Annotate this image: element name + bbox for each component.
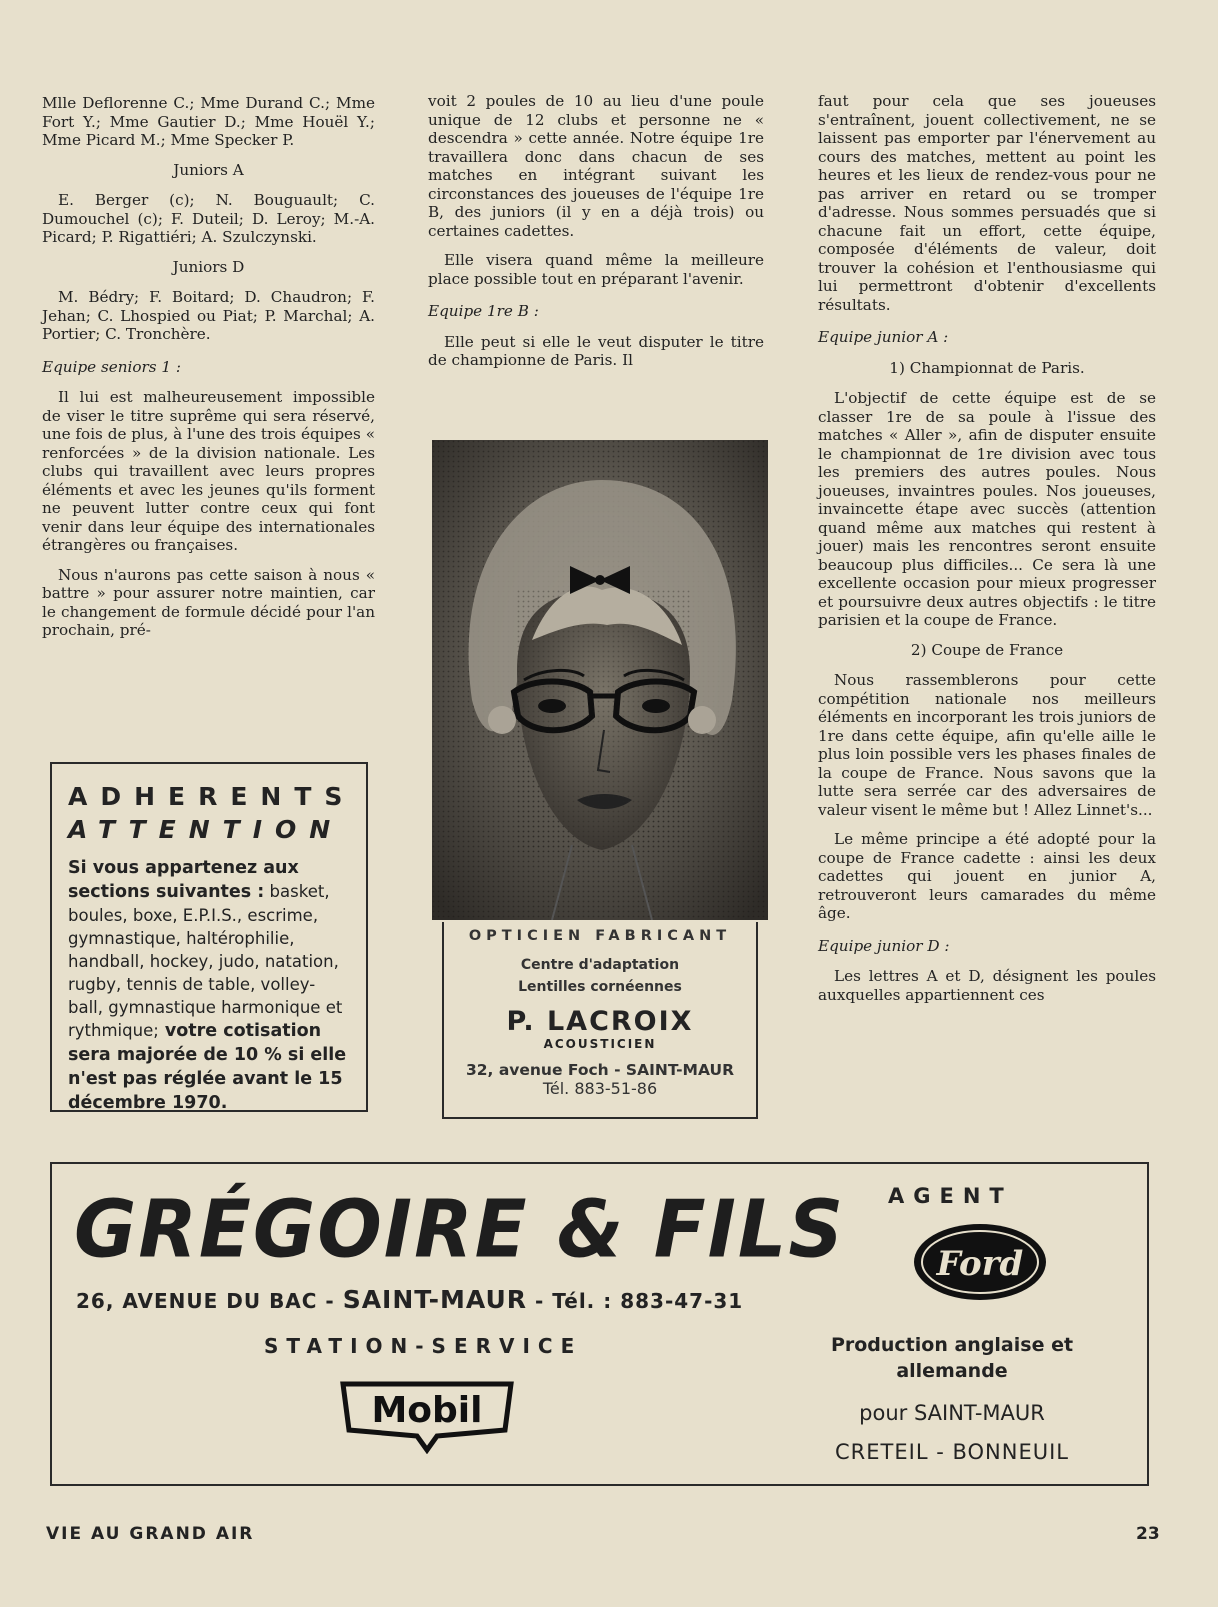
seniors-paragraph-2: Nous n'aurons pas cette saison à nous « battre » pour assurer notre maintien, car le changement de formule décidé pour l'an prochain, pré-: [42, 565, 375, 639]
adherents-title: ADHERENTS: [68, 782, 356, 811]
agent-label: AGENT: [888, 1184, 1013, 1208]
optician-name: P. LACROIX: [506, 1006, 694, 1037]
optician-service-1: Centre d'adaptation: [520, 957, 680, 973]
adherents-warning: votre cotisation sera majorée de 10 % si elle n'est pas réglée avant le 15 décembre 1970.: [68, 1021, 347, 1113]
optician-ad: [442, 922, 758, 1119]
mobil-logo-text: Mobil: [371, 1390, 483, 1431]
column-3: [818, 92, 1156, 1015]
equipe-1b-heading: Equipe 1re B :: [428, 302, 539, 320]
column-1: [42, 94, 375, 651]
optician-header: OPTICIEN FABRICANT: [468, 928, 732, 944]
championnat-subheading: 1) Championnat de Paris.: [889, 358, 1085, 377]
optician-illustration: [432, 440, 768, 920]
publication-name: VIE AU GRAND AIR: [46, 1524, 255, 1544]
station-service-label: STATION-SERVICE: [264, 1334, 583, 1358]
optician-service-2: Lentilles cornéennes: [518, 979, 682, 995]
gregoire-city: SAINT-MAUR: [342, 1285, 528, 1314]
ford-logo-text: Ford: [936, 1244, 1024, 1284]
gregoire-ad: [50, 1162, 1149, 1486]
column-2: [428, 92, 764, 381]
col3-paragraph-5: Les lettres A et D, désignent les poules auxquelles appartiennent ces: [818, 967, 1156, 1004]
coupe-subheading: 2) Coupe de France: [910, 640, 1064, 659]
col2-paragraph-1: voit 2 poules de 10 au lieu d'une poule unique de 12 clubs et personne ne « descendra » cette année. Notre équipe 1re travaillera donc dans chacun de ses matches en intégrant suivant les circonstances des joueuses de l'équipe 1re B, des juniors (il y en a déjà trois) ou certaines cadettes.: [428, 92, 764, 240]
col3-paragraph-1: faut pour cela que ses joueuses s'entraînent, jouent collectivement, ne se laissent pas emporter par l'énervement au cours des matches, mettent au point les heures et les lieux de rendez-vous pour ne pas arriver en retard ou se tromper d'adresse. Nous sommes persuadés que si chacune fait un effort, cette équipe, composée d'éléments de valeur, doit trouver la cohésion et l'enthousiasme qui lui permettront d'obtenir d'excellents résultats.: [818, 92, 1156, 314]
juniors-a-list: E. Berger (c); N. Bouguault; C. Dumouchel (c); F. Duteil; D. Leroy; M.-A. Picard; P. Rigattiéri; A. Szulczynski.: [42, 191, 375, 246]
col3-paragraph-3: Nous rassemblerons pour cette compétition nationale nos meilleurs éléments en incorporant les trois juniors de 1re dans cette équipe, afin qu'elle aille le plus loin possible vers les phases finales de la coupe de France. Nous savons que la lutte sera serrée car des adversaires de valeur visent le même but ! Allez Linnet's...: [818, 671, 1156, 819]
gregoire-street: 26, AVENUE DU BAC -: [76, 1289, 343, 1313]
optician-role: ACOUSTICIEN: [543, 1037, 657, 1051]
page-number: 23: [1136, 1524, 1160, 1544]
seniors-heading: Equipe seniors 1 :: [42, 357, 182, 376]
ford-logo-icon: [910, 1220, 1050, 1304]
juniors-d-list: M. Bédry; F. Boitard; D. Chaudron; F. Jehan; C. Lhospied ou Piat; P. Marchal; A. Portier; C. Tronchère.: [42, 288, 375, 343]
adherents-notice-box: [50, 762, 368, 1112]
creteil-bonneuil: CRETEIL - BONNEUIL: [835, 1440, 1069, 1464]
gregoire-address: [76, 1285, 743, 1314]
optician-address: 32, avenue Foch - SAINT-MAUR: [465, 1061, 735, 1079]
adherents-body: [68, 856, 350, 1115]
mobil-logo-icon: [337, 1374, 517, 1454]
junior-d-heading: Equipe junior D :: [818, 936, 950, 955]
pour-saint-maur: pour SAINT-MAUR: [859, 1401, 1045, 1425]
col2-paragraph-3: Elle peut si elle le veut disputer le titre de championne de Paris. Il: [428, 332, 764, 369]
juniors-a-heading: Juniors A: [173, 160, 244, 179]
col3-paragraph-2: L'objectif de cette équipe est de se classer 1re de sa poule à l'issue des matches « Aller », afin de disputer ensuite le championnat de 1re division avec tous les premiers des autres poules. Nous joueuses, invaintres poules. Nos joueuses, invaincette étape avec succès (attention quand même aux matches qui restent à jouer) mais les rencontres seront ensuite beaucoup plus difficiles... Ce sera là une excellente occasion pour mieux progresser et poursuivre deux autres objectifs : le titre parisien et la coupe de France.: [818, 389, 1156, 629]
members-list-tail: Mlle Deflorenne C.; Mme Durand C.; Mme Fort Y.; Mme Gautier D.; Mme Houël Y.; Mme Picard M.; Mme Specker P.: [42, 94, 375, 149]
col3-paragraph-4: Le même principe a été adopté pour la coupe de France cadette : ainsi les deux cadettes qui jouent en junior A, retrouveront leurs camarades du même âge.: [818, 830, 1156, 922]
gregoire-phone: - Tél. : 883-47-31: [527, 1289, 744, 1313]
seniors-paragraph-1: Il lui est malheureusement impossible de viser le titre suprême qui sera réservé, une fois de plus, à l'une des trois équipes « renforcées » de la division nationale. Les clubs qui travaillent avec leurs propres éléments et avec les jeunes qu'ils forment ne peuvent lutter contre ceux qui font venir dans leur équipe des internationales étrangères ou françaises.: [42, 388, 375, 554]
juniors-d-heading: Juniors D: [172, 257, 245, 276]
adherents-sections: basket, boules, boxe, E.P.I.S., escrime, gymnastique, haltérophilie, handball, hockey, judo, natation, rugby, tennis de table, volley-ball, gymnastique harmonique et rythmique;: [68, 882, 343, 1040]
junior-a-heading: Equipe junior A :: [818, 328, 949, 346]
optician-phone: Tél. 883-51-86: [542, 1079, 658, 1098]
production-text: Production anglaise et allemande: [830, 1334, 1074, 1382]
adherents-intro: Si vous appartenez aux sections suivantes :: [68, 858, 299, 902]
gregoire-title: GRÉGOIRE & FILS: [74, 1181, 846, 1276]
attention-title: ATTENTION: [68, 815, 344, 844]
col2-paragraph-2: Elle visera quand même la meilleure place possible tout en préparant l'avenir.: [428, 251, 764, 288]
